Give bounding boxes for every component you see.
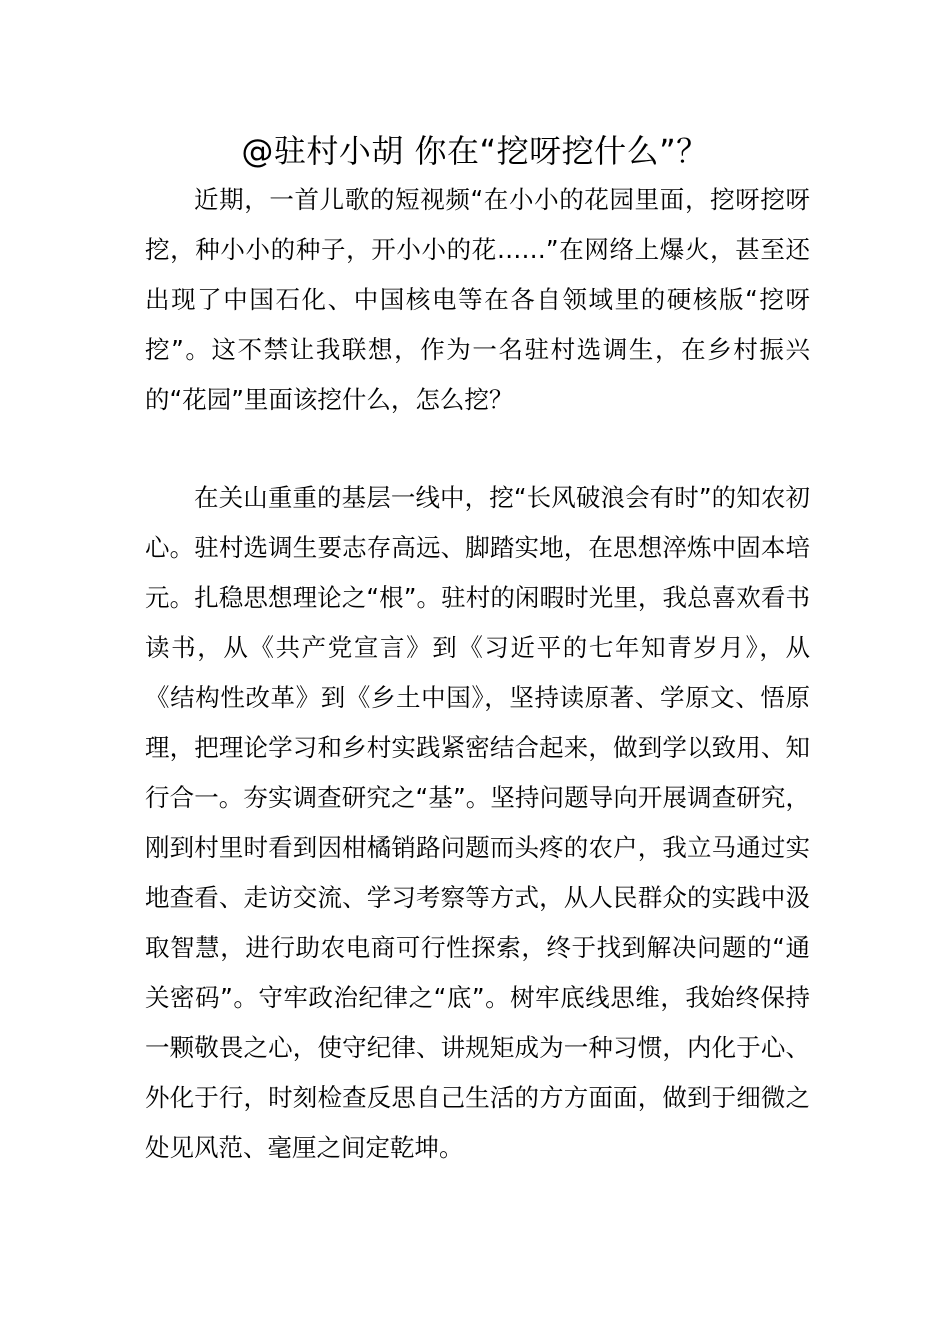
paragraph-intro: 近期，一首儿歌的短视频“在小小的花园里面，挖呀挖呀挖，种小小的种子，开小小的花……”在网络上爆火，甚至还出现了中国石化、中国核电等在各自领域里的硬核版“挖呀挖”。这不禁让我联想，作为一名驻村选调生，在乡村振兴的“花园”里面该挖什么，怎么挖？	[145, 185, 810, 414]
paragraph-body: 在关山重重的基层一线中，挖“长风破浪会有时”的知农初心。驻村选调生要志存高远、脚踏实地，在思想淬炼中固本培元。扎稳思想理论之“根”。驻村的闲暇时光里，我总喜欢看书读书，从《共产党宣言》到《习近平的七年知青岁月》，从《结构性改革》到《乡土中国》，坚持读原著、学原文、悟原理，把理论学习和乡村实践紧密结合起来，做到学以致用、知行合一。夯实调查研究之“基”。坚持问题导向开展调查研究，刚到村里时看到因柑橘销路问题而头疼的农户，我立马通过实地查看、走访交流、学习考察等方式，从人民群众的实践中汲取智慧，进行助农电商可行性探索，终于找到解决问题的“通关密码”。守牢政治纪律之“底”。树牢底线思维，我始终保持一颗敬畏之心，使守纪律、讲规矩成为一种习惯，内化于心、外化于行，时刻检查反思自己生活的方方面面，做到于细微之处见风范、毫厘之间定乾坤。	[145, 483, 810, 1162]
document-title: @驻村小胡 你在“挖呀挖什么”？	[241, 132, 709, 170]
